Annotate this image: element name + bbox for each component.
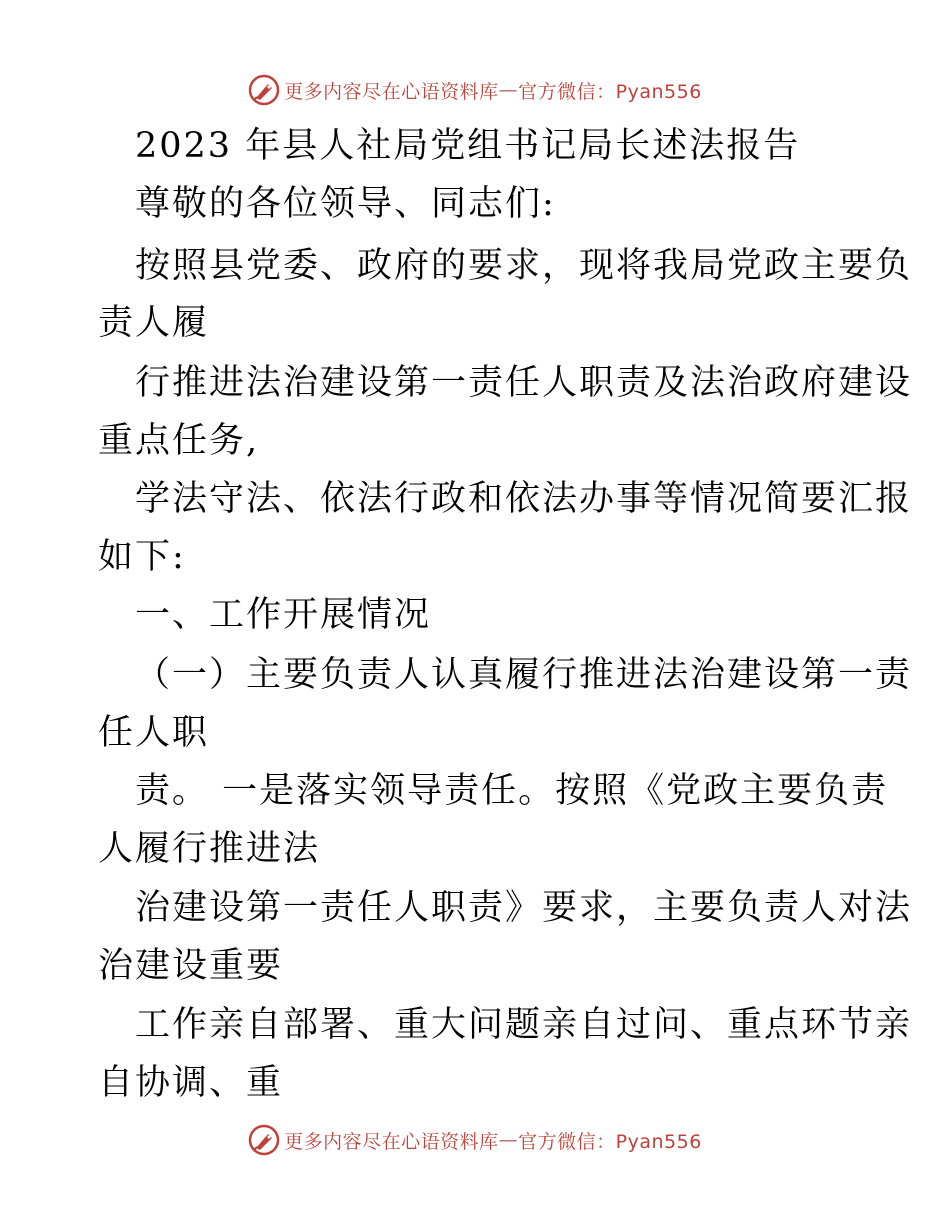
- pen-nib-logo-icon: [248, 1124, 280, 1156]
- pen-nib-logo-icon: [248, 74, 280, 106]
- footer-watermark-banner: [0, 1120, 950, 1160]
- document-line: 学法守法、依法行政和依法办事等情况简要汇报: [135, 479, 913, 519]
- document-line: 重点任务,: [98, 421, 260, 461]
- subsection-heading: （一）主要负责人认真履行推进法治建设第一责: [135, 655, 913, 695]
- document-line: 按照县党委、政府的要求，现将我局党政主要负: [135, 246, 913, 286]
- document-line: 行推进法治建设第一责任人职责及法治政府建设: [135, 363, 913, 403]
- section-heading: 一、工作开展情况: [135, 595, 432, 635]
- banner-wechat-text: 官方微信：Pyan556: [518, 1130, 702, 1153]
- document-line: 任人职: [98, 713, 210, 753]
- document-line: 如下:: [98, 537, 186, 577]
- document-line: 尊敬的各位领导、同志们:: [135, 184, 556, 224]
- banner-main-text: 更多内容尽在心语资料库: [284, 1130, 499, 1153]
- header-watermark-banner: [0, 70, 950, 110]
- banner-wechat-text: 官方微信：Pyan556: [518, 80, 702, 103]
- document-line: 治建设第一责任人职责》要求，主要负责人对法: [135, 888, 913, 928]
- document-line: 治建设重要: [98, 946, 284, 986]
- banner-separator: —: [498, 1129, 519, 1151]
- document-line: 责。 一是落实领导责任。按照《党政主要负责: [135, 771, 889, 811]
- banner-separator: —: [498, 79, 519, 101]
- document-line: 自协调、重: [98, 1063, 284, 1103]
- document-line: 工作亲自部署、重大问题亲自过问、重点环节亲: [135, 1005, 913, 1045]
- document-line: 人履行推进法: [98, 829, 321, 869]
- banner-main-text: 更多内容尽在心语资料库: [284, 80, 499, 103]
- document-line: 责人履: [98, 303, 210, 343]
- document-title: 2023 年县人社局党组书记局长述法报告: [135, 126, 801, 166]
